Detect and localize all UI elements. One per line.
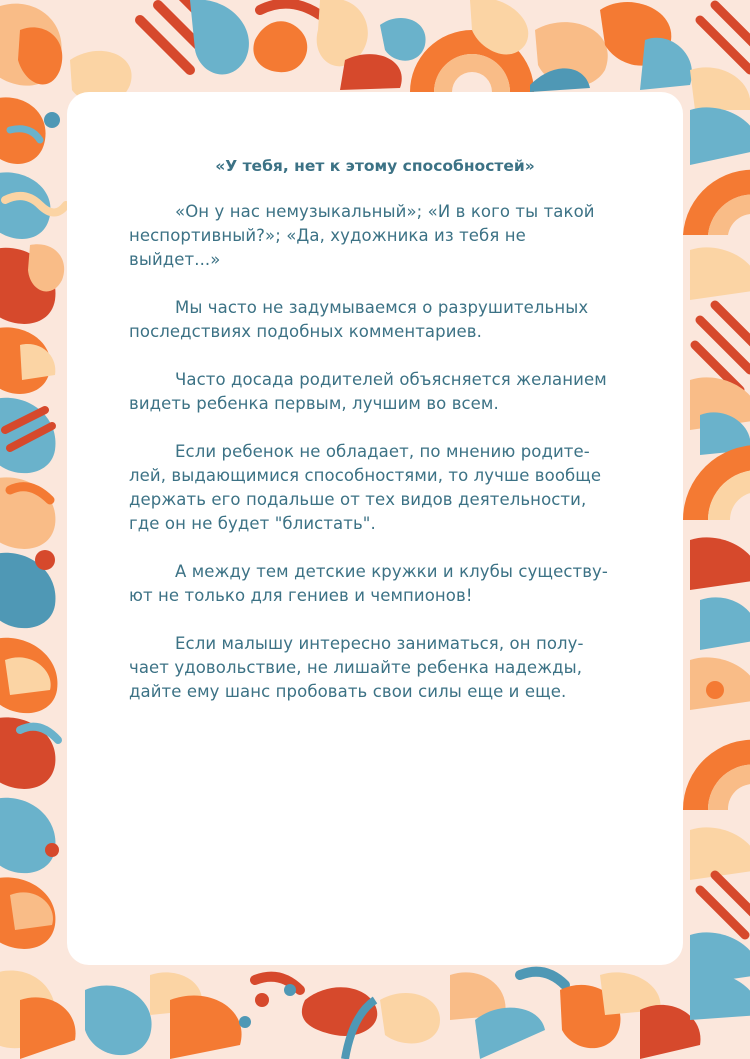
paragraph-5: А между тем детские кружки и клубы существу-ют не только для гениев и чемпионов! <box>129 562 608 605</box>
paragraph-3: Часто досада родителей объясняется желанием видеть ребенка первым, лучшим во всем. <box>129 370 607 413</box>
paragraph-6: Если малышу интересно заниматься, он полу-чает удовольствие, не лишайте ребенка надежды, дайте ему шанс пробовать свои силы еще и еще. <box>129 634 584 701</box>
document-title: «У тебя, нет к этому способностей» <box>215 157 535 175</box>
paragraph-1: «Он у нас немузыкальный»; «И в кого ты такой неспортивный?»; «Да, художника из тебя не выйдет...» <box>129 202 595 269</box>
paragraph-4: Если ребенок не обладает, по мнению родите-лей, выдающимися способностями, то лучше вообще держать его подальше от тех видов деятельности, где он не будет "блистать". <box>129 442 602 533</box>
content-card <box>67 92 683 965</box>
paragraph-2: Мы часто не задумываемся о разрушительных последствиях подобных комментариев. <box>129 298 589 341</box>
